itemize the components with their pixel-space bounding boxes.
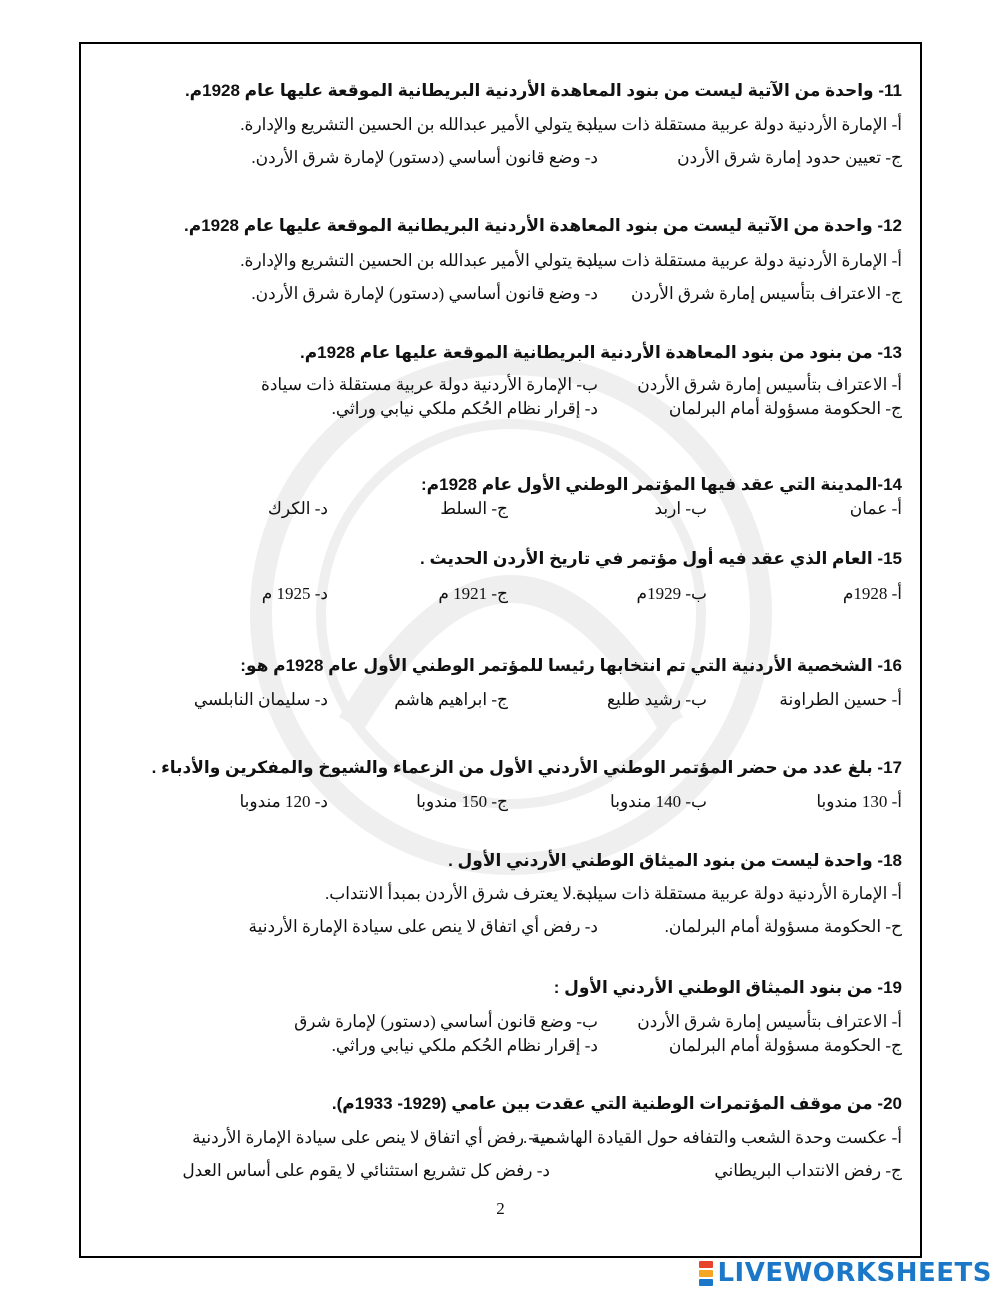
question-13-option-d[interactable]: د- إقرار نظام الحُكم ملكي نيابي وراثي.	[331, 399, 598, 418]
question-17-option-d[interactable]: د- 120 مندوبا	[239, 792, 328, 811]
question-14-title: 14-المدينة التي عقد فيها المؤتمر الوطني الأول عام 1928م:	[421, 475, 902, 494]
question-20-title: 20- من موقف المؤتمرات الوطنية التي عقدت بين عامي (1929- 1933م).	[331, 1094, 902, 1113]
worksheet-page	[79, 42, 922, 1258]
question-11-title: 11- واحدة من الآتية ليست من بنود المعاهدة الأردنية البريطانية الموقعة عليها عام 1928م.	[184, 81, 902, 100]
liveworksheets-text: LIVEWORKSHEETS	[717, 1258, 992, 1288]
question-11-option-d[interactable]: د- وضع قانون أساسي (دستور) لإمارة شرق الأردن.	[251, 148, 598, 167]
question-12-option-b[interactable]: ب- يتولي الأمير عبدالله بن الحسين التشريع والإدارة.	[240, 251, 598, 270]
question-14-option-d[interactable]: د- الكرك	[267, 499, 328, 518]
question-19-option-d[interactable]: د- إقرار نظام الحُكم ملكي نيابي وراثي.	[331, 1036, 598, 1055]
question-17-option-a[interactable]: أ- 130 مندوبا	[816, 792, 902, 811]
liveworksheets-logo[interactable]	[699, 1258, 992, 1288]
question-15-title: 15- العام الذي عقد فيه أول مؤتمر في تاريخ الأردن الحديث .	[420, 549, 902, 568]
question-16-option-b[interactable]: ب- رشيد طليع	[606, 690, 707, 709]
question-16-option-c[interactable]: ج- ابراهيم هاشم	[394, 690, 508, 709]
question-13-title: 13- من بنود من بنود المعاهدة الأردنية البريطانية الموقعة عليها عام 1928م.	[299, 343, 902, 362]
question-14-option-a[interactable]: أ- عمان	[849, 499, 902, 518]
question-19-option-c[interactable]: ج- الحكومة مسؤولة أمام البرلمان	[668, 1036, 902, 1055]
question-16-option-d[interactable]: د- سليمان النابلسي	[193, 690, 328, 709]
question-13-option-b[interactable]: ب- الإمارة الأردنية دولة عربية مستقلة ذات سيادة	[260, 375, 598, 394]
question-19-option-b[interactable]: ب- وضع قانون أساسي (دستور) لإمارة شرق	[294, 1012, 598, 1031]
question-15-option-c[interactable]: ج- 1921 م	[438, 584, 508, 603]
question-18-option-a[interactable]: أ- الإمارة الأردنية دولة عربية مستقلة ذات سيادة.	[571, 884, 902, 903]
question-18-option-b[interactable]: ب- لا يعترف شرق الأردن بمبدأ الانتداب.	[325, 884, 598, 903]
question-20-option-d[interactable]: د- رفض كل تشريع استثنائي لا يقوم على أساس العدل	[182, 1161, 550, 1180]
liveworksheets-icon	[699, 1261, 713, 1286]
question-17-option-c[interactable]: ج- 150 مندوبا	[416, 792, 508, 811]
question-12-option-d[interactable]: د- وضع قانون أساسي (دستور) لإمارة شرق الأردن.	[251, 284, 598, 303]
question-15-option-a[interactable]: أ- 1928م	[842, 584, 902, 603]
question-19-option-a[interactable]: أ- الاعتراف بتأسيس إمارة شرق الأردن	[637, 1012, 902, 1031]
question-20-option-a[interactable]: أ- عكست وحدة الشعب والتفافه حول القيادة الهاشمية .	[523, 1128, 902, 1147]
question-18-title: 18- واحدة ليست من بنود الميثاق الوطني الأردني الأول .	[448, 851, 902, 870]
question-16-option-a[interactable]: أ- حسين الطراونة	[779, 690, 902, 709]
question-20-option-b[interactable]: ب- رفض أي اتفاق لا ينص على سيادة الإمارة الأردنية	[192, 1128, 550, 1147]
question-12-title: 12- واحدة من الآتية ليست من بنود المعاهدة الأردنية البريطانية الموقعة عليها عام 1928م.	[184, 216, 902, 235]
question-17-option-b[interactable]: ب- 140 مندوبا	[610, 792, 707, 811]
question-12-option-c[interactable]: ج- الاعتراف بتأسيس إمارة شرق الأردن	[630, 284, 902, 303]
page-number: 2	[496, 1199, 505, 1218]
question-16-title: 16- الشخصية الأردنية التي تم انتخابها رئيسا للمؤتمر الوطني الأول عام 1928م هو:	[240, 656, 902, 675]
question-11-option-a[interactable]: أ- الإمارة الأردنية دولة عربية مستقلة ذات سيادة	[576, 115, 902, 134]
question-13-option-c[interactable]: ج- الحكومة مسؤولة أمام البرلمان	[668, 399, 902, 418]
question-11-option-c[interactable]: ج- تعيين حدود إمارة شرق الأردن	[677, 148, 902, 167]
question-18-option-d[interactable]: د- رفض أي اتفاق لا ينص على سيادة الإمارة الأردنية	[248, 917, 598, 936]
question-15-option-b[interactable]: ب- 1929م	[636, 584, 707, 603]
question-20-option-c[interactable]: ج- رفض الانتداب البريطاني	[714, 1161, 902, 1180]
question-15-option-d[interactable]: د- 1925 م	[261, 584, 328, 603]
watermark-logo	[201, 304, 821, 924]
question-18-option-c[interactable]: ح- الحكومة مسؤولة أمام البرلمان.	[664, 917, 902, 936]
question-17-title: 17- بلغ عدد من حضر المؤتمر الوطني الأردني الأول من الزعماء والشيوخ والمفكرين والأدباء .	[151, 758, 902, 777]
question-14-option-b[interactable]: ب- اربد	[654, 499, 707, 518]
question-14-option-c[interactable]: ج- السلط	[440, 499, 508, 518]
question-19-title: 19- من بنود الميثاق الوطني الأردني الأول :	[553, 978, 902, 997]
question-13-option-a[interactable]: أ- الاعتراف بتأسيس إمارة شرق الأردن	[637, 375, 902, 394]
question-11-option-b[interactable]: ب- يتولي الأمير عبدالله بن الحسين التشريع والإدارة.	[240, 115, 598, 134]
question-12-option-a[interactable]: أ- الإمارة الأردنية دولة عربية مستقلة ذات سيادة	[576, 251, 902, 270]
